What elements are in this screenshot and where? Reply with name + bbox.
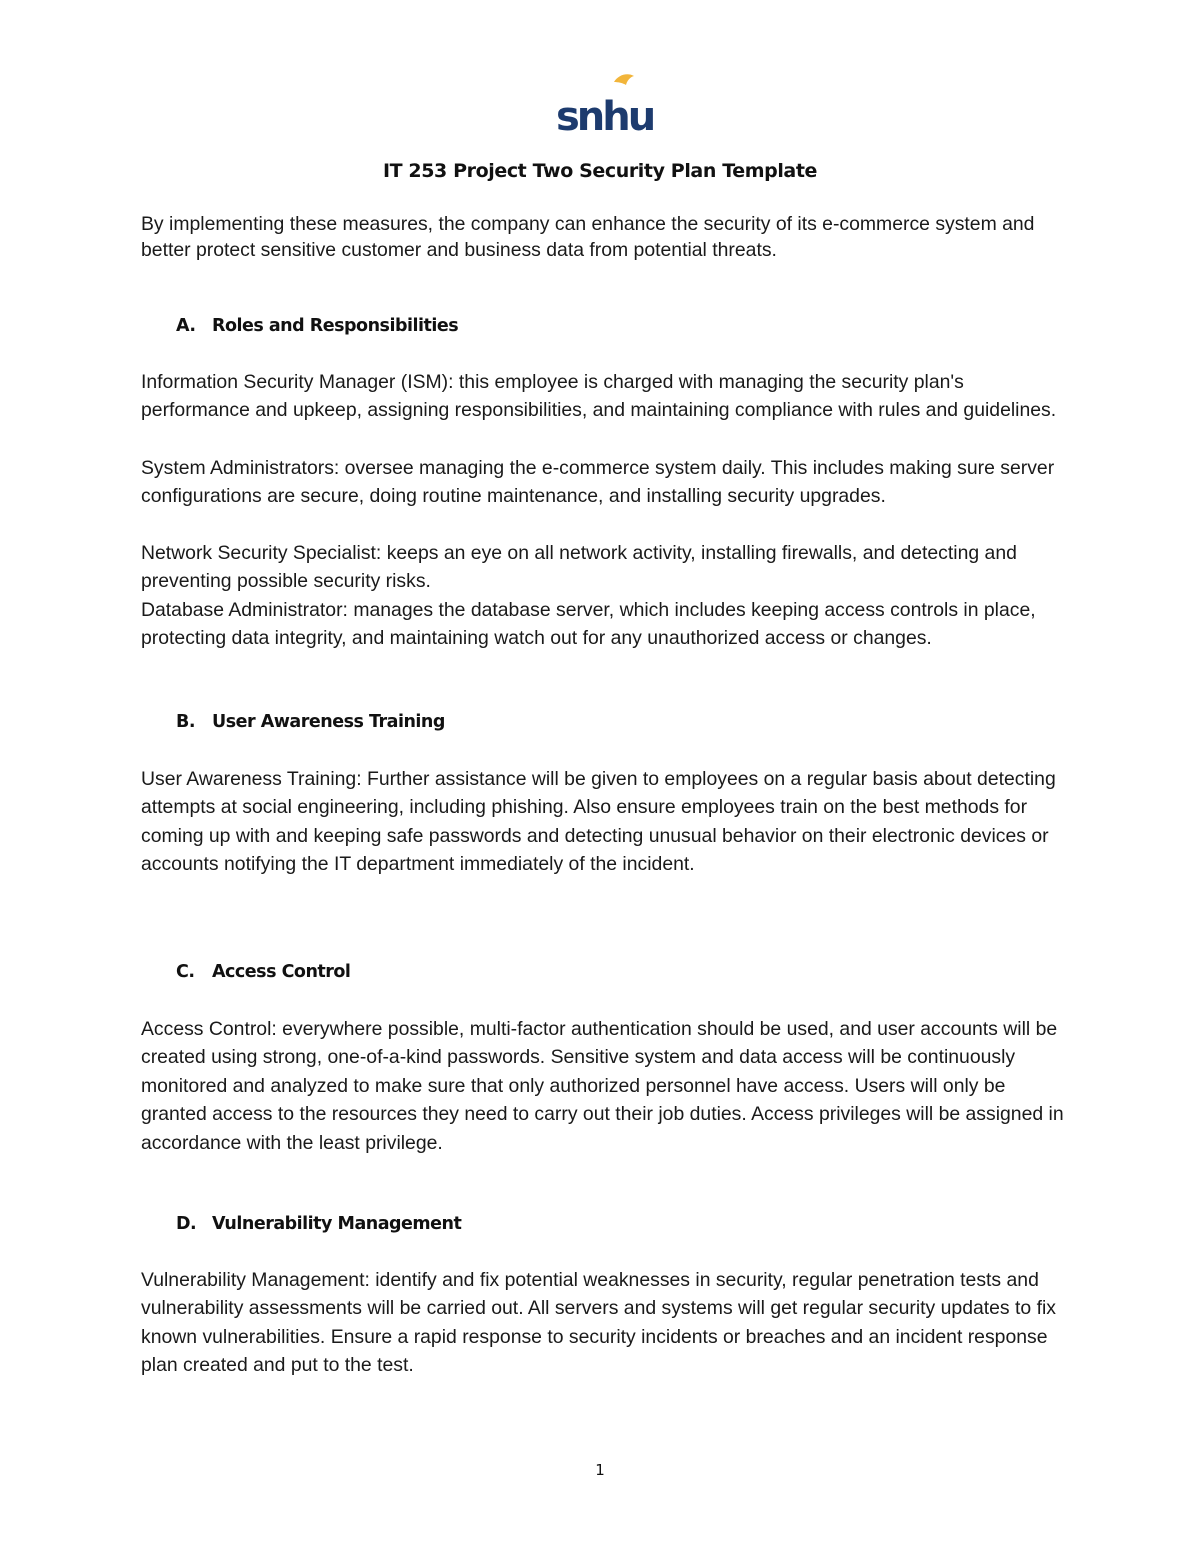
access-control-paragraph: Access Control: everywhere possible, multi-factor authentication should be used, and user accounts will be created using strong, one-of-a-kind passwords. Sensitive system and data access will be continuously monitored and analyzed to make sure that only authorized personnel have access. Users will only be granted access to the resources they need to carry out their job duties. Access privileges will be assigned in accordance with the least privilege. <box>141 1018 1064 1154</box>
section-a-title: Roles and Responsibilities <box>212 316 459 336</box>
logo-flame <box>614 74 634 85</box>
section-d-letter: D. <box>176 1214 197 1234</box>
training-paragraph: User Awareness Training: Further assistance will be given to employees on a regular basis about detecting attempts at social engineering, including phishing. Also ensure employees train on the best methods for coming up with and keeping safe passwords and detecting unusual behavior on their electronic devices or accounts notifying the IT department immediately of the incident. <box>141 768 1056 876</box>
section-d-title: Vulnerability Management <box>212 1214 462 1234</box>
vulnerability-paragraph: Vulnerability Management: identify and fix potential weaknesses in security, regular penetration tests and vulnerability assessments will be carried out. All servers and systems will get regular security updates to fix known vulnerabilities. Ensure a rapid response to security incidents or breaches and an incident response plan created and put to the test. <box>141 1269 1056 1377</box>
section-b-letter: B. <box>176 712 195 732</box>
page-number: 1 <box>595 1461 605 1479</box>
snhu-logo <box>554 72 654 140</box>
roles-ism-paragraph: Information Security Manager (ISM): this employee is charged with managing the security plan's performance and upkeep, assigning responsibilities, and maintaining compliance with rules and guidelines. <box>141 371 1057 422</box>
intro-paragraph: By implementing these measures, the company can enhance the security of its e-commerce system and better protect sensitive customer and business data from potential threats. <box>141 213 1035 261</box>
section-c-heading <box>176 962 350 982</box>
section-d-heading <box>176 1214 461 1234</box>
section-b-heading <box>176 712 445 732</box>
section-c-letter: C. <box>176 962 195 982</box>
document-title: IT 253 Project Two Security Plan Template <box>382 160 818 182</box>
roles-sysadmin-paragraph: System Administrators: oversee managing the e-commerce system daily. This includes making sure server configurations are secure, doing routine maintenance, and installing security upgrades. <box>141 457 1055 508</box>
roles-netsec-paragraph: Network Security Specialist: keeps an eye on all network activity, installing firewalls, and detecting and preventing possible security risks. <box>141 542 1017 593</box>
section-c-title: Access Control <box>212 962 351 982</box>
section-b-title: User Awareness Training <box>212 712 445 732</box>
section-a-heading <box>176 316 458 336</box>
logo-wordmark: snhu <box>556 94 654 140</box>
roles-dba-paragraph: Database Administrator: manages the database server, which includes keeping access controls in place, protecting data integrity, and maintaining watch out for any unauthorized access or changes. <box>141 599 1036 650</box>
section-a-letter: A. <box>176 316 196 336</box>
